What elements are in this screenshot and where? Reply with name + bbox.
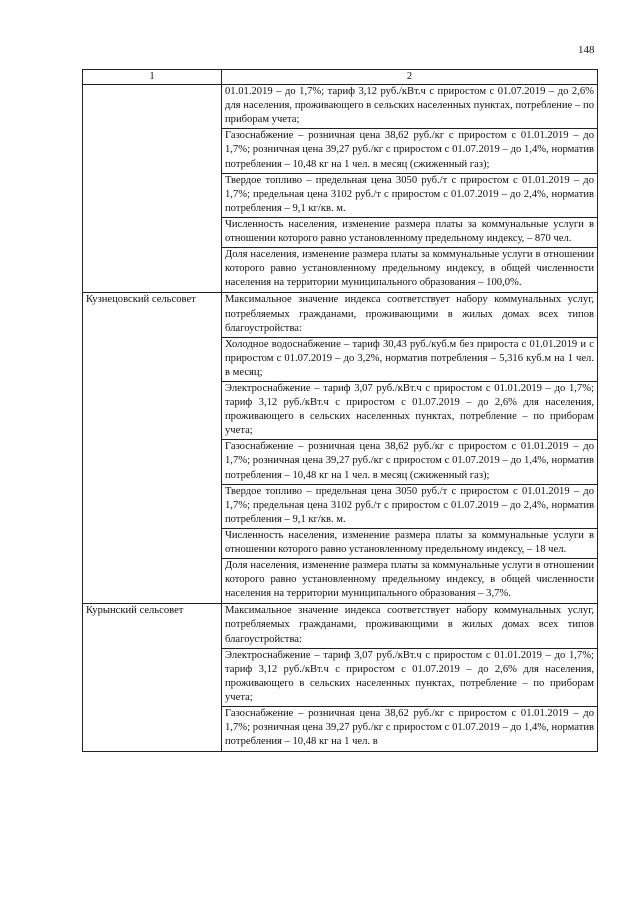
description-paragraph: Доля населения, изменение размера платы за коммунальные услуги в отношении которого равно установленному предельному индексу, в общей численности населения на территории муниципального образования – 100,0%.: [222, 247, 597, 291]
description-paragraph: Холодное водоснабжение – тариф 30,43 руб./куб.м без прироста с 01.01.2019 и с приростом с 01.07.2019 – до 3,2%, норматив потребления – 5,316 куб.м на 1 чел. в месяц;: [222, 337, 597, 381]
description-cell: [222, 293, 598, 604]
header-row: [83, 70, 598, 85]
description-paragraph: Твердое топливо – предельная цена 3050 руб./т с приростом с 01.01.2019 – до 1,7%; предельная цена 3102 руб./т с приростом с 01.07.2019 – до 2,4%, норматив потребления – 9,1 кг/кв. м.: [222, 173, 597, 217]
description-paragraph: Газоснабжение – розничная цена 38,62 руб./кг с приростом с 01.01.2019 – до 1,7%; розничная цена 39,27 руб./кг с приростом с 01.07.2019 – до 1,4%, норматив потребления – 10,48 кг на 1 чел. в месяц (сжиженный газ);: [222, 439, 597, 483]
table-row: [83, 293, 598, 604]
municipality-name: [83, 85, 222, 293]
description-paragraph: Газоснабжение – розничная цена 38,62 руб./кг с приростом с 01.01.2019 – до 1,7%; розничная цена 39,27 руб./кг с приростом с 01.07.2019 – до 1,4%, норматив потребления – 10,48 кг на 1 чел. в: [222, 706, 597, 750]
description-paragraph: Максимальное значение индекса соответствует набору коммунальных услуг, потребляемых гражданами, проживающими в жилых домах всех типов благоустройства:: [225, 605, 594, 645]
description-cell: [222, 604, 598, 752]
table-row: [83, 604, 598, 752]
description-paragraph: Доля населения, изменение размера платы за коммунальные услуги в отношении которого равно установленному предельному индексу, в общей численности населения на территории муниципального образования – 3,7%.: [222, 558, 597, 602]
description-cell: [222, 85, 598, 293]
municipality-name: Кузнецовский сельсовет: [83, 293, 222, 604]
description-paragraph: Максимальное значение индекса соответствует набору коммунальных услуг, потребляемых гражданами, проживающими в жилых домах всех типов благоустройства:: [225, 294, 594, 334]
tariff-table: [82, 69, 598, 752]
description-paragraph: Численность населения, изменение размера платы за коммунальные услуги в отношении которого равно установленному предельному индексу, – 870 чел.: [222, 217, 597, 247]
municipality-name: Курынский сельсовет: [83, 604, 222, 752]
column-header-2: 2: [222, 70, 598, 85]
description-paragraph: 01.01.2019 – до 1,7%; тариф 3,12 руб./кВт.ч с приростом с 01.07.2019 – до 2,6% для населения, проживающего в сельских населенных пунктах, потребление – по приборам учета;: [225, 86, 594, 126]
description-paragraph: Электроснабжение – тариф 3,07 руб./кВт.ч с приростом с 01.01.2019 – до 1,7%; тариф 3,12 руб./кВт.ч с приростом с 01.07.2019 – до 2,6% для населения, проживающего в сельских населенных пунктах, потребление – по приборам учета;: [222, 381, 597, 439]
description-paragraph: Твердое топливо – предельная цена 3050 руб./т с приростом с 01.01.2019 – до 1,7%; предельная цена 3102 руб./т с приростом с 01.07.2019 – до 2,4%, норматив потребления – 9,1 кг/кв. м.: [222, 484, 597, 528]
description-paragraph: Газоснабжение – розничная цена 38,62 руб./кг с приростом с 01.01.2019 – до 1,7%; розничная цена 39,27 руб./кг с приростом с 01.07.2019 – до 1,4%, норматив потребления – 10,48 кг на 1 чел. в месяц (сжиженный газ);: [222, 128, 597, 172]
column-header-1: 1: [83, 70, 222, 85]
table-row: [83, 85, 598, 293]
description-paragraph: Электроснабжение – тариф 3,07 руб./кВт.ч с приростом с 01.01.2019 – до 1,7%; тариф 3,12 руб./кВт.ч с приростом с 01.07.2019 – до 2,6% для населения, проживающего в сельских населенных пунктах, потребление – по приборам учета;: [222, 648, 597, 706]
page-number: 148: [578, 44, 595, 56]
description-paragraph: Численность населения, изменение размера платы за коммунальные услуги в отношении которого равно установленному предельному индексу, – 18 чел.: [222, 528, 597, 558]
